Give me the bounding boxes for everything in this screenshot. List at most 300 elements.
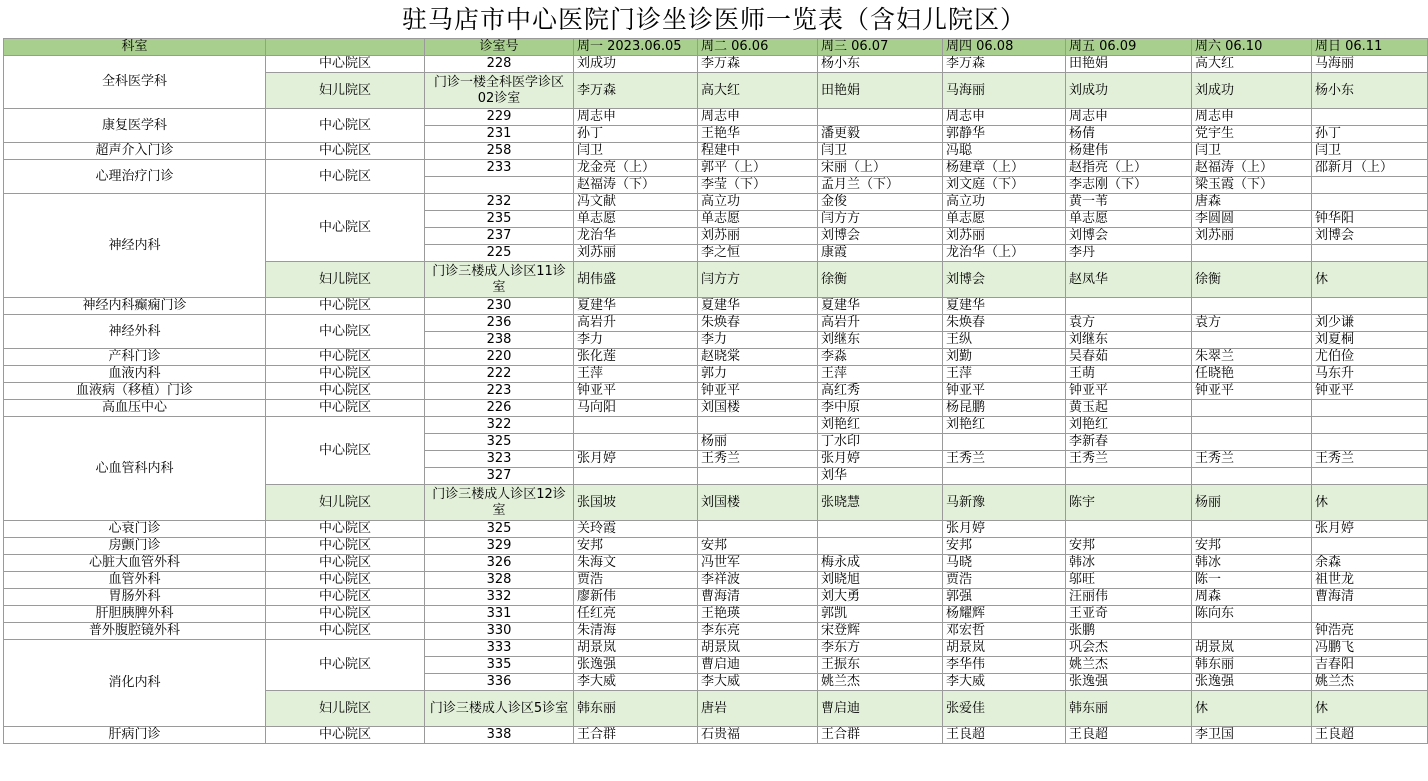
- doctor-cell: 王秀兰: [1312, 451, 1428, 468]
- table-row: [4, 521, 1428, 538]
- doctor-cell: 邵新月（上）: [1312, 160, 1428, 177]
- room-cell: 门诊一楼全科医学诊区02诊室: [425, 73, 574, 109]
- doctor-cell: 龙治华: [574, 228, 698, 245]
- table-row: [4, 606, 1428, 623]
- campus-cell: 中心院区: [266, 640, 425, 691]
- table-row: [4, 400, 1428, 417]
- doctor-cell: 钟华阳: [1312, 211, 1428, 228]
- doctor-cell: 单志愿: [943, 211, 1066, 228]
- doctor-cell: 朱翠兰: [1192, 349, 1312, 366]
- doctor-cell: [1312, 298, 1428, 315]
- header-day-7: 周日 06.11: [1312, 39, 1428, 56]
- doctor-cell: 马晓: [943, 555, 1066, 572]
- doctor-cell: [1192, 245, 1312, 262]
- doctor-cell: 杨倩: [1066, 126, 1192, 143]
- doctor-cell: 孙丁: [574, 126, 698, 143]
- doctor-cell: 冯世军: [698, 555, 818, 572]
- doctor-cell: 李大威: [574, 674, 698, 691]
- doctor-cell: 金俊: [818, 194, 943, 211]
- dept-cell: 神经内科: [4, 194, 266, 298]
- doctor-cell: 张月婷: [818, 451, 943, 468]
- doctor-cell: 王萌: [1066, 366, 1192, 383]
- table-row: [4, 640, 1428, 657]
- doctor-cell: 休: [1312, 691, 1428, 727]
- room-cell: 门诊三楼成人诊区11诊室: [425, 262, 574, 298]
- doctor-cell: 杨小东: [818, 56, 943, 73]
- table-row: [4, 109, 1428, 126]
- dept-cell: 房颤门诊: [4, 538, 266, 555]
- table-row: [4, 555, 1428, 572]
- doctor-cell: 休: [1312, 262, 1428, 298]
- doctor-cell: 黄一苇: [1066, 194, 1192, 211]
- campus-cell: 妇儿院区: [266, 262, 425, 298]
- doctor-cell: 韩冰: [1192, 555, 1312, 572]
- doctor-cell: [818, 521, 943, 538]
- room-cell: 332: [425, 589, 574, 606]
- campus-cell: 中心院区: [266, 538, 425, 555]
- doctor-cell: 王良超: [1312, 727, 1428, 744]
- doctor-cell: 刘成功: [1066, 73, 1192, 109]
- doctor-cell: 李东方: [818, 640, 943, 657]
- doctor-cell: 杨昆鹏: [943, 400, 1066, 417]
- header-campus: [266, 39, 425, 56]
- doctor-cell: 宋丽（上）: [818, 160, 943, 177]
- doctor-cell: 黄玉起: [1066, 400, 1192, 417]
- campus-cell: 中心院区: [266, 143, 425, 160]
- doctor-cell: 王艳华: [698, 126, 818, 143]
- room-cell: 325: [425, 434, 574, 451]
- room-cell: 338: [425, 727, 574, 744]
- header-room: 诊室号: [425, 39, 574, 56]
- doctor-cell: 张逸强: [1192, 674, 1312, 691]
- doctor-cell: 韩冰: [1066, 555, 1192, 572]
- doctor-cell: 安邦: [698, 538, 818, 555]
- doctor-cell: 韩东丽: [1192, 657, 1312, 674]
- doctor-cell: 周志申: [698, 109, 818, 126]
- doctor-cell: 陈向东: [1192, 606, 1312, 623]
- doctor-cell: 张鹏: [1066, 623, 1192, 640]
- doctor-cell: 刘艳红: [818, 417, 943, 434]
- header-row: [4, 39, 1428, 56]
- doctor-cell: 潘更毅: [818, 126, 943, 143]
- doctor-cell: 张月婷: [574, 451, 698, 468]
- room-cell: 325: [425, 521, 574, 538]
- doctor-cell: 胡伟盛: [574, 262, 698, 298]
- doctor-cell: 张化莲: [574, 349, 698, 366]
- doctor-cell: 马海丽: [943, 73, 1066, 109]
- campus-cell: 中心院区: [266, 417, 425, 485]
- doctor-cell: 田艳娟: [818, 73, 943, 109]
- doctor-cell: 汪丽伟: [1066, 589, 1192, 606]
- doctor-cell: 高红秀: [818, 383, 943, 400]
- doctor-cell: [574, 434, 698, 451]
- dept-cell: 血管外科: [4, 572, 266, 589]
- header-dept: 科室: [4, 39, 266, 56]
- dept-cell: 肝病门诊: [4, 727, 266, 744]
- doctor-cell: 钟亚平: [698, 383, 818, 400]
- dept-cell: 神经内科癫痫门诊: [4, 298, 266, 315]
- doctor-cell: 刘苏丽: [943, 228, 1066, 245]
- table-row: [4, 143, 1428, 160]
- room-cell: 门诊三楼成人诊区5诊室: [425, 691, 574, 727]
- doctor-cell: 刘成功: [1192, 73, 1312, 109]
- doctor-cell: 刘夏桐: [1312, 332, 1428, 349]
- doctor-cell: [1066, 521, 1192, 538]
- doctor-cell: 赵福涛（上）: [1192, 160, 1312, 177]
- doctor-cell: [1192, 298, 1312, 315]
- room-cell: 232: [425, 194, 574, 211]
- dept-cell: 全科医学科: [4, 56, 266, 109]
- campus-cell: 中心院区: [266, 56, 425, 73]
- room-cell: 233: [425, 160, 574, 177]
- doctor-cell: 李祥波: [698, 572, 818, 589]
- doctor-cell: [574, 468, 698, 485]
- doctor-cell: 田艳娟: [1066, 56, 1192, 73]
- doctor-cell: 高岩升: [574, 315, 698, 332]
- doctor-cell: 刘博会: [818, 228, 943, 245]
- doctor-cell: 安邦: [943, 538, 1066, 555]
- doctor-cell: 赵福涛（下）: [574, 177, 698, 194]
- campus-cell: 中心院区: [266, 521, 425, 538]
- doctor-cell: 闫卫: [1192, 143, 1312, 160]
- doctor-cell: 李力: [574, 332, 698, 349]
- doctor-cell: 冯聪: [943, 143, 1066, 160]
- doctor-cell: 曹启迪: [818, 691, 943, 727]
- campus-cell: 妇儿院区: [266, 485, 425, 521]
- dept-cell: 高血压中心: [4, 400, 266, 417]
- doctor-cell: 李淼: [818, 349, 943, 366]
- room-cell: 322: [425, 417, 574, 434]
- room-cell: 228: [425, 56, 574, 73]
- doctor-cell: 祖世龙: [1312, 572, 1428, 589]
- doctor-cell: 闫卫: [818, 143, 943, 160]
- room-cell: 231: [425, 126, 574, 143]
- doctor-cell: 刘博会: [1066, 228, 1192, 245]
- doctor-cell: [1312, 606, 1428, 623]
- room-cell: 230: [425, 298, 574, 315]
- doctor-cell: 王秀兰: [1066, 451, 1192, 468]
- campus-cell: 中心院区: [266, 400, 425, 417]
- doctor-cell: 王纵: [943, 332, 1066, 349]
- campus-cell: 中心院区: [266, 589, 425, 606]
- doctor-cell: 杨丽: [1192, 485, 1312, 521]
- doctor-cell: 巩会杰: [1066, 640, 1192, 657]
- room-cell: 327: [425, 468, 574, 485]
- doctor-cell: 杨丽: [698, 434, 818, 451]
- doctor-cell: 胡景岚: [574, 640, 698, 657]
- doctor-cell: 郭静华: [943, 126, 1066, 143]
- room-cell: 258: [425, 143, 574, 160]
- doctor-cell: 郭强: [943, 589, 1066, 606]
- doctor-cell: 钟亚平: [943, 383, 1066, 400]
- campus-cell: 中心院区: [266, 727, 425, 744]
- doctor-cell: [1066, 298, 1192, 315]
- doctor-cell: 李东亮: [698, 623, 818, 640]
- doctor-cell: [1312, 538, 1428, 555]
- room-cell: [425, 177, 574, 194]
- dept-cell: 肝胆胰脾外科: [4, 606, 266, 623]
- doctor-cell: [1312, 245, 1428, 262]
- table-row: [4, 160, 1428, 177]
- doctor-cell: 刘博会: [943, 262, 1066, 298]
- doctor-cell: 刘大勇: [818, 589, 943, 606]
- doctor-cell: 休: [1192, 691, 1312, 727]
- doctor-cell: 王亚奇: [1066, 606, 1192, 623]
- doctor-cell: [1192, 417, 1312, 434]
- room-cell: 门诊三楼成人诊区12诊室: [425, 485, 574, 521]
- doctor-cell: 曹启迪: [698, 657, 818, 674]
- dept-cell: 消化内科: [4, 640, 266, 727]
- room-cell: 229: [425, 109, 574, 126]
- table-row: [4, 538, 1428, 555]
- doctor-cell: 孟月兰（下）: [818, 177, 943, 194]
- doctor-cell: [818, 109, 943, 126]
- table-row: [4, 349, 1428, 366]
- doctor-cell: 李之恒: [698, 245, 818, 262]
- doctor-cell: 刘苏丽: [1192, 228, 1312, 245]
- doctor-cell: 闫卫: [574, 143, 698, 160]
- doctor-cell: 梅永成: [818, 555, 943, 572]
- doctor-cell: 钟亚平: [1192, 383, 1312, 400]
- doctor-cell: 龙治华（上）: [943, 245, 1066, 262]
- doctor-cell: 朱清海: [574, 623, 698, 640]
- room-cell: 335: [425, 657, 574, 674]
- doctor-cell: 钟亚平: [574, 383, 698, 400]
- campus-cell: 中心院区: [266, 160, 425, 194]
- doctor-cell: [1312, 468, 1428, 485]
- doctor-cell: 周志申: [574, 109, 698, 126]
- campus-cell: 妇儿院区: [266, 691, 425, 727]
- room-cell: 235: [425, 211, 574, 228]
- doctor-cell: 姚兰杰: [1066, 657, 1192, 674]
- table-row: [4, 298, 1428, 315]
- room-cell: 323: [425, 451, 574, 468]
- doctor-cell: 张逸强: [574, 657, 698, 674]
- doctor-cell: [698, 468, 818, 485]
- doctor-cell: 吉春阳: [1312, 657, 1428, 674]
- doctor-cell: 夏建华: [818, 298, 943, 315]
- doctor-cell: 朱焕春: [698, 315, 818, 332]
- doctor-cell: 赵指亮（上）: [1066, 160, 1192, 177]
- doctor-cell: 刘国楼: [698, 485, 818, 521]
- doctor-cell: 廖新伟: [574, 589, 698, 606]
- doctor-cell: [1192, 400, 1312, 417]
- doctor-cell: 王良超: [1066, 727, 1192, 744]
- doctor-cell: 吴春茹: [1066, 349, 1192, 366]
- doctor-cell: 李华伟: [943, 657, 1066, 674]
- doctor-cell: 高大红: [1192, 56, 1312, 73]
- doctor-cell: [818, 538, 943, 555]
- dept-cell: 康复医学科: [4, 109, 266, 143]
- doctor-cell: 马东升: [1312, 366, 1428, 383]
- doctor-cell: 张晓慧: [818, 485, 943, 521]
- header-day-2: 周二 06.06: [698, 39, 818, 56]
- doctor-cell: 赵凤华: [1066, 262, 1192, 298]
- doctor-cell: 唐岩: [698, 691, 818, 727]
- campus-cell: 中心院区: [266, 349, 425, 366]
- doctor-cell: 李新春: [1066, 434, 1192, 451]
- room-cell: 222: [425, 366, 574, 383]
- doctor-cell: 安邦: [1066, 538, 1192, 555]
- doctor-cell: 杨建章（上）: [943, 160, 1066, 177]
- doctor-cell: 刘晓旭: [818, 572, 943, 589]
- doctor-cell: 休: [1312, 485, 1428, 521]
- room-cell: 238: [425, 332, 574, 349]
- doctor-cell: 周志申: [943, 109, 1066, 126]
- campus-cell: 中心院区: [266, 383, 425, 400]
- campus-cell: 中心院区: [266, 109, 425, 143]
- doctor-cell: 冯文献: [574, 194, 698, 211]
- doctor-cell: 杨小东: [1312, 73, 1428, 109]
- room-cell: 220: [425, 349, 574, 366]
- room-cell: 330: [425, 623, 574, 640]
- doctor-cell: 安邦: [1192, 538, 1312, 555]
- dept-cell: 产科门诊: [4, 349, 266, 366]
- doctor-cell: 刘博会: [1312, 228, 1428, 245]
- doctor-cell: 韩东丽: [1066, 691, 1192, 727]
- doctor-cell: 刘勤: [943, 349, 1066, 366]
- campus-cell: 中心院区: [266, 194, 425, 262]
- doctor-cell: 龙金亮（上）: [574, 160, 698, 177]
- doctor-cell: 闫卫: [1312, 143, 1428, 160]
- room-cell: 329: [425, 538, 574, 555]
- doctor-cell: 高立功: [943, 194, 1066, 211]
- doctor-cell: 丁水印: [818, 434, 943, 451]
- doctor-cell: [1192, 521, 1312, 538]
- doctor-cell: 李万森: [943, 56, 1066, 73]
- doctor-cell: 姚兰杰: [818, 674, 943, 691]
- doctor-cell: 康霞: [818, 245, 943, 262]
- doctor-cell: [1192, 623, 1312, 640]
- campus-cell: 中心院区: [266, 555, 425, 572]
- doctor-cell: 王合群: [574, 727, 698, 744]
- doctor-cell: 王秀兰: [943, 451, 1066, 468]
- doctor-cell: 单志愿: [574, 211, 698, 228]
- doctor-cell: [1312, 177, 1428, 194]
- doctor-cell: 石贵福: [698, 727, 818, 744]
- doctor-cell: 闫方方: [698, 262, 818, 298]
- doctor-cell: 钟亚平: [1066, 383, 1192, 400]
- doctor-cell: 钟亚平: [1312, 383, 1428, 400]
- doctor-cell: [943, 468, 1066, 485]
- dept-cell: 神经外科: [4, 315, 266, 349]
- doctor-cell: 陈一: [1192, 572, 1312, 589]
- doctor-cell: 徐衡: [1192, 262, 1312, 298]
- doctor-cell: 刘继东: [818, 332, 943, 349]
- doctor-cell: 李莹（下）: [698, 177, 818, 194]
- room-cell: 331: [425, 606, 574, 623]
- doctor-cell: 闫方方: [818, 211, 943, 228]
- campus-cell: 中心院区: [266, 572, 425, 589]
- doctor-cell: 王艳瑛: [698, 606, 818, 623]
- doctor-cell: 安邦: [574, 538, 698, 555]
- dept-cell: 心理治疗门诊: [4, 160, 266, 194]
- header-day-4: 周四 06.08: [943, 39, 1066, 56]
- doctor-cell: 韩东丽: [574, 691, 698, 727]
- doctor-cell: 李丹: [1066, 245, 1192, 262]
- doctor-cell: 周志申: [1066, 109, 1192, 126]
- header-day-3: 周三 06.07: [818, 39, 943, 56]
- doctor-cell: 孙丁: [1312, 126, 1428, 143]
- doctor-cell: [698, 521, 818, 538]
- doctor-cell: 李中原: [818, 400, 943, 417]
- doctor-cell: 李万森: [574, 73, 698, 109]
- doctor-cell: [1192, 434, 1312, 451]
- doctor-cell: 马向阳: [574, 400, 698, 417]
- doctor-cell: [574, 417, 698, 434]
- doctor-cell: 刘艳红: [1066, 417, 1192, 434]
- doctor-cell: 高大红: [698, 73, 818, 109]
- doctor-cell: 邬旺: [1066, 572, 1192, 589]
- header-day-6: 周六 06.10: [1192, 39, 1312, 56]
- room-cell: 225: [425, 245, 574, 262]
- doctor-cell: 赵晓棠: [698, 349, 818, 366]
- doctor-cell: 刘成功: [574, 56, 698, 73]
- dept-cell: 胃肠外科: [4, 589, 266, 606]
- dept-cell: 心血管科内科: [4, 417, 266, 521]
- doctor-cell: 关玲霞: [574, 521, 698, 538]
- page-title: 驻马店市中心医院门诊坐诊医师一览表（含妇儿院区）: [401, 5, 1026, 34]
- doctor-cell: 尤伯俭: [1312, 349, 1428, 366]
- doctor-cell: 曹海清: [1312, 589, 1428, 606]
- doctor-cell: 刘苏丽: [574, 245, 698, 262]
- table-row: [4, 56, 1428, 73]
- campus-cell: 中心院区: [266, 315, 425, 349]
- schedule-body: [4, 39, 1428, 744]
- room-cell: 226: [425, 400, 574, 417]
- campus-cell: 妇儿院区: [266, 73, 425, 109]
- doctor-cell: 李力: [698, 332, 818, 349]
- doctor-cell: 单志愿: [1066, 211, 1192, 228]
- doctor-cell: 任晓艳: [1192, 366, 1312, 383]
- doctor-cell: 马新豫: [943, 485, 1066, 521]
- doctor-cell: 杨耀辉: [943, 606, 1066, 623]
- doctor-cell: 唐森: [1192, 194, 1312, 211]
- doctor-cell: 朱海文: [574, 555, 698, 572]
- doctor-cell: 王良超: [943, 727, 1066, 744]
- doctor-cell: [1312, 434, 1428, 451]
- doctor-cell: 李志刚（下）: [1066, 177, 1192, 194]
- dept-cell: 心衰门诊: [4, 521, 266, 538]
- doctor-cell: 王秀兰: [698, 451, 818, 468]
- dept-cell: 血液内科: [4, 366, 266, 383]
- doctor-cell: 任红亮: [574, 606, 698, 623]
- doctor-cell: 李大威: [943, 674, 1066, 691]
- room-cell: 328: [425, 572, 574, 589]
- doctor-cell: 胡景岚: [698, 640, 818, 657]
- room-cell: 326: [425, 555, 574, 572]
- doctor-cell: 刘少谦: [1312, 315, 1428, 332]
- doctor-cell: 王萍: [818, 366, 943, 383]
- doctor-cell: 王萍: [943, 366, 1066, 383]
- room-cell: 336: [425, 674, 574, 691]
- doctor-cell: 高立功: [698, 194, 818, 211]
- doctor-cell: 王合群: [818, 727, 943, 744]
- doctor-cell: 贾浩: [943, 572, 1066, 589]
- doctor-cell: 刘苏丽: [698, 228, 818, 245]
- doctor-cell: 刘文庭（下）: [943, 177, 1066, 194]
- doctor-cell: 单志愿: [698, 211, 818, 228]
- campus-cell: 中心院区: [266, 366, 425, 383]
- dept-cell: 血液病（移植）门诊: [4, 383, 266, 400]
- doctor-cell: [1312, 400, 1428, 417]
- doctor-cell: 程建中: [698, 143, 818, 160]
- doctor-cell: [1312, 417, 1428, 434]
- table-row: [4, 383, 1428, 400]
- doctor-cell: [1066, 468, 1192, 485]
- table-row: [4, 417, 1428, 434]
- doctor-cell: 高岩升: [818, 315, 943, 332]
